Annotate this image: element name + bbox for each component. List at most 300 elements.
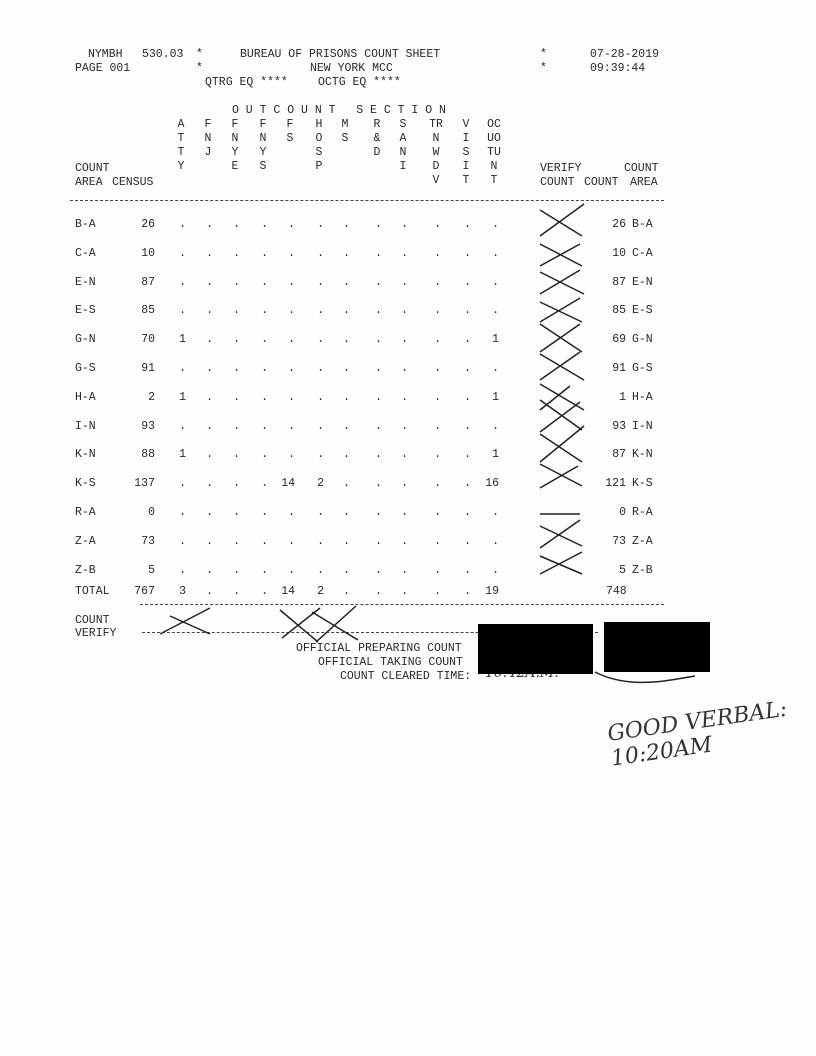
verify-x-mark	[540, 244, 582, 266]
row-outcount-cell: .	[375, 246, 382, 260]
column-header-letter: TR	[429, 118, 443, 131]
row-outcount-cell: .	[233, 333, 240, 347]
column-header-letter: N	[399, 146, 407, 159]
row-outcount-cell: 14	[281, 477, 295, 491]
row-outcount-cell: .	[206, 246, 213, 260]
row-outcount-cell: .	[233, 506, 240, 519]
row-census: 70	[141, 333, 155, 347]
count-verify-label-1: COUNT	[75, 614, 110, 627]
row-outcount-cell: .	[179, 304, 186, 318]
row-outcount-cell: .	[464, 419, 471, 433]
count-count-header: COUNT	[584, 176, 619, 189]
row-outcount-cell: .	[492, 534, 499, 548]
row-outcount-cell: .	[288, 448, 295, 462]
total-outcount-cell: .	[464, 585, 471, 598]
row-outcount-cell: .	[343, 419, 350, 433]
row-outcount-cell: .	[434, 506, 441, 519]
column-header-letter: E	[231, 160, 239, 173]
row-outcount-cell: .	[375, 419, 382, 433]
row-outcount-cell: .	[343, 218, 350, 231]
row-outcount-cell: .	[233, 419, 240, 433]
column-header-letter: I	[462, 160, 470, 173]
column-header-letter: P	[315, 160, 323, 173]
row-area-right: K-S	[632, 477, 653, 491]
row-census: 93	[141, 419, 155, 433]
row-outcount-cell: .	[401, 333, 408, 347]
row-area-right: C-A	[632, 246, 653, 260]
total-census: 767	[134, 585, 155, 598]
row-outcount-cell: .	[233, 534, 240, 548]
official-taking-label: OFFICIAL TAKING COUNT	[318, 656, 463, 669]
column-header-letter: UO	[487, 132, 501, 145]
row-outcount-cell: .	[206, 563, 213, 577]
total-outcount-cell: .	[343, 585, 350, 598]
column-header-letter: J	[204, 146, 212, 159]
row-outcount-cell: .	[464, 218, 471, 231]
row-outcount-cell: .	[434, 275, 441, 289]
row-outcount-cell: .	[179, 477, 186, 491]
row-outcount-cell: .	[401, 419, 408, 433]
row-outcount-cell: .	[464, 448, 471, 462]
octg-label: OCTG EQ ****	[318, 76, 401, 89]
row-outcount-cell: .	[233, 362, 240, 375]
row-outcount-cell: .	[464, 390, 471, 404]
column-header-letter: T	[177, 132, 185, 145]
row-outcount-cell: .	[261, 362, 268, 375]
row-outcount-cell: .	[492, 246, 499, 260]
count-verify-label-2: VERIFY	[75, 627, 117, 640]
row-outcount-cell: .	[261, 448, 268, 462]
row-outcount-cell: .	[261, 477, 268, 491]
row-census: 2	[148, 390, 155, 404]
total-outcount-cell: .	[233, 585, 240, 598]
total-outcount-cell: .	[434, 585, 441, 598]
row-outcount-cell: .	[401, 448, 408, 462]
column-header-letter: F	[259, 118, 267, 131]
total-outcount-cell: 19	[485, 585, 499, 598]
column-header-letter: TU	[487, 146, 501, 159]
row-outcount-cell: .	[179, 218, 186, 231]
row-outcount-cell: .	[317, 246, 324, 260]
row-outcount-cell: .	[464, 506, 471, 519]
row-area-right: G-N	[632, 333, 653, 347]
row-outcount-cell: .	[288, 506, 295, 519]
row-area-right: E-N	[632, 275, 653, 289]
row-outcount-cell: .	[375, 390, 382, 404]
row-outcount-cell: .	[492, 419, 499, 433]
row-outcount-cell: 1	[179, 333, 186, 347]
verify-x-mark	[540, 298, 582, 322]
total-outcount-cell: .	[401, 585, 408, 598]
row-outcount-cell: .	[179, 275, 186, 289]
row-outcount-cell: .	[343, 390, 350, 404]
row-area: Z-A	[75, 534, 96, 548]
column-header-letter: T	[462, 174, 470, 187]
verify-header-top: VERIFY	[540, 162, 582, 175]
row-census: 88	[141, 448, 155, 462]
census-header: CENSUS	[112, 176, 154, 189]
row-count: 91	[612, 362, 626, 375]
row-outcount-cell: .	[434, 362, 441, 375]
row-area: R-A	[75, 506, 96, 519]
row-count: 5	[619, 563, 626, 577]
row-area-right: H-A	[632, 390, 653, 404]
row-outcount-cell: .	[492, 506, 499, 519]
column-header-letter: &	[373, 132, 381, 145]
row-area-right: Z-B	[632, 563, 653, 577]
row-area: B-A	[75, 218, 96, 231]
row-outcount-cell: .	[288, 563, 295, 577]
column-header-letter: R	[373, 118, 381, 131]
total-label: TOTAL	[75, 585, 110, 598]
row-outcount-cell: .	[233, 246, 240, 260]
row-outcount-cell: .	[434, 534, 441, 548]
row-outcount-cell: .	[233, 448, 240, 462]
row-outcount-cell: .	[434, 419, 441, 433]
row-outcount-cell: .	[206, 448, 213, 462]
row-outcount-cell: .	[343, 275, 350, 289]
qtrg-label: QTRG EQ ****	[205, 76, 288, 89]
verify-x-mark	[540, 552, 582, 574]
row-outcount-cell: 1	[179, 390, 186, 404]
row-outcount-cell: .	[288, 390, 295, 404]
verify-x-mark	[540, 384, 584, 410]
column-header-letter: N	[432, 132, 440, 145]
handwritten-note: GOOD VERBAL: 10:20AM	[606, 696, 789, 772]
row-outcount-cell: .	[288, 362, 295, 375]
row-outcount-cell: .	[401, 218, 408, 231]
row-outcount-cell: .	[434, 390, 441, 404]
column-header-letter: I	[399, 160, 407, 173]
header-star-right-2: *	[540, 62, 547, 75]
row-outcount-cell: 2	[317, 477, 324, 491]
row-outcount-cell: .	[343, 362, 350, 375]
row-outcount-cell: .	[317, 333, 324, 347]
verify-x-mark	[540, 426, 584, 462]
row-area-right: B-A	[632, 218, 653, 231]
row-outcount-cell: .	[343, 563, 350, 577]
header-star: *	[196, 48, 203, 61]
column-header-letter: N	[490, 160, 498, 173]
row-outcount-cell: .	[206, 218, 213, 231]
row-census: 137	[134, 477, 155, 491]
verify-x-mark	[540, 204, 584, 236]
row-outcount-cell: .	[206, 477, 213, 491]
row-outcount-cell: .	[401, 275, 408, 289]
verify-count-header: COUNT	[540, 176, 575, 189]
row-outcount-cell: .	[233, 477, 240, 491]
row-census: 87	[141, 275, 155, 289]
row-outcount-cell: .	[343, 246, 350, 260]
row-area-right: E-S	[632, 304, 653, 318]
column-header-letter: N	[231, 132, 239, 145]
row-outcount-cell: .	[317, 218, 324, 231]
row-outcount-cell: .	[401, 390, 408, 404]
row-outcount-cell: .	[179, 246, 186, 260]
row-area: I-N	[75, 419, 96, 433]
row-outcount-cell: .	[206, 333, 213, 347]
document-number: 530.03	[142, 48, 184, 61]
row-outcount-cell: .	[179, 362, 186, 375]
row-area-right: K-N	[632, 448, 653, 462]
row-outcount-cell: .	[233, 304, 240, 318]
row-outcount-cell: 1	[492, 333, 499, 347]
row-area: E-N	[75, 275, 96, 289]
column-header-letter: V	[462, 118, 470, 131]
total-outcount-cell: 3	[179, 585, 186, 598]
row-outcount-cell: 1	[179, 448, 186, 462]
row-area-right: R-A	[632, 506, 653, 519]
verify-x-mark	[540, 324, 582, 352]
row-outcount-cell: .	[375, 333, 382, 347]
sheet-date: 07-28-2019	[590, 48, 660, 61]
row-outcount-cell: .	[434, 333, 441, 347]
row-census: 0	[148, 506, 155, 519]
total-outcount-cell: .	[206, 585, 213, 598]
column-header-letter: D	[432, 160, 440, 173]
row-outcount-cell: .	[179, 419, 186, 433]
row-outcount-cell: 1	[492, 448, 499, 462]
row-outcount-cell: .	[343, 477, 350, 491]
row-outcount-cell: .	[401, 304, 408, 318]
column-header-letter: S	[315, 146, 323, 159]
count-header-right-top: COUNT	[624, 162, 659, 175]
row-area: G-S	[75, 362, 96, 375]
cleared-time-underline	[595, 672, 695, 682]
row-outcount-cell: .	[492, 304, 499, 318]
column-header-letter: F	[204, 118, 212, 131]
row-area-right: G-S	[632, 362, 653, 375]
row-outcount-cell: .	[401, 563, 408, 577]
row-outcount-cell: .	[464, 304, 471, 318]
column-header-letter: F	[231, 118, 239, 131]
row-count: 93	[612, 419, 626, 433]
row-outcount-cell: .	[317, 534, 324, 548]
column-header-letter: F	[286, 118, 294, 131]
row-area-right: I-N	[632, 419, 653, 433]
row-count: 0	[619, 506, 626, 519]
row-outcount-cell: .	[343, 448, 350, 462]
column-header-letter: I	[462, 132, 470, 145]
column-header-letter: OC	[487, 118, 501, 131]
row-outcount-cell: .	[375, 275, 382, 289]
area-header: AREA	[75, 176, 103, 189]
row-outcount-cell: .	[317, 362, 324, 375]
column-header-letter: Y	[259, 146, 267, 159]
count-cleared-label: COUNT CLEARED TIME:	[340, 670, 472, 683]
row-outcount-cell: .	[261, 218, 268, 231]
total-outcount-cell: 14	[281, 585, 295, 598]
row-count: 73	[612, 534, 626, 548]
row-outcount-cell: .	[464, 362, 471, 375]
row-outcount-cell: .	[261, 304, 268, 318]
row-count: 121	[605, 477, 626, 491]
row-outcount-cell: .	[179, 506, 186, 519]
row-outcount-cell: .	[401, 246, 408, 260]
row-outcount-cell: .	[261, 246, 268, 260]
column-header-letter: W	[432, 146, 440, 159]
row-outcount-cell: .	[233, 563, 240, 577]
row-outcount-cell: .	[464, 563, 471, 577]
sheet-title: BUREAU OF PRISONS COUNT SHEET	[240, 48, 441, 61]
verify-x-mark	[540, 270, 584, 294]
row-outcount-cell: .	[317, 419, 324, 433]
row-outcount-cell: .	[317, 448, 324, 462]
row-area: G-N	[75, 333, 96, 347]
row-outcount-cell: .	[206, 275, 213, 289]
row-outcount-cell: .	[288, 275, 295, 289]
row-outcount-cell: .	[434, 448, 441, 462]
column-header-letter: T	[490, 174, 498, 187]
total-count: 748	[606, 585, 627, 598]
row-outcount-cell: .	[261, 275, 268, 289]
verify-x-mark	[540, 464, 582, 488]
total-outcount-cell: 2	[317, 585, 324, 598]
row-outcount-cell: .	[375, 506, 382, 519]
row-census: 91	[141, 362, 155, 375]
row-outcount-cell: .	[492, 218, 499, 231]
row-outcount-cell: .	[464, 477, 471, 491]
row-area: C-A	[75, 246, 96, 260]
row-outcount-cell: .	[317, 563, 324, 577]
column-header-letter: S	[462, 146, 470, 159]
verify-x-mark	[540, 400, 582, 432]
row-outcount-cell: .	[343, 304, 350, 318]
row-outcount-cell: .	[288, 246, 295, 260]
row-count: 69	[612, 333, 626, 347]
row-outcount-cell: .	[288, 333, 295, 347]
column-header-letter: N	[204, 132, 212, 145]
row-census: 5	[148, 563, 155, 577]
column-header-letter: N	[259, 132, 267, 145]
page-label: PAGE 001	[75, 62, 131, 75]
row-outcount-cell: .	[434, 477, 441, 491]
row-outcount-cell: .	[261, 506, 268, 519]
column-header-letter: S	[259, 160, 267, 173]
row-count: 87	[612, 275, 626, 289]
row-outcount-cell: .	[375, 362, 382, 375]
facility-code: NYMBH	[88, 48, 123, 61]
row-outcount-cell: .	[179, 534, 186, 548]
row-outcount-cell: .	[288, 534, 295, 548]
row-outcount-cell: .	[434, 304, 441, 318]
row-area-right: Z-A	[632, 534, 653, 548]
column-header-letter: H	[315, 118, 323, 131]
row-outcount-cell: .	[233, 275, 240, 289]
row-outcount-cell: .	[206, 362, 213, 375]
row-count: 87	[612, 448, 626, 462]
row-outcount-cell: .	[288, 304, 295, 318]
row-outcount-cell: .	[261, 563, 268, 577]
row-outcount-cell: .	[375, 563, 382, 577]
row-count: 85	[612, 304, 626, 318]
row-outcount-cell: .	[288, 218, 295, 231]
row-outcount-cell: .	[261, 534, 268, 548]
row-outcount-cell: .	[206, 419, 213, 433]
row-outcount-cell: .	[401, 362, 408, 375]
column-header-letter: T	[177, 146, 185, 159]
row-outcount-cell: .	[288, 419, 295, 433]
column-header-letter: S	[341, 132, 349, 145]
column-header-letter: S	[399, 118, 407, 131]
row-outcount-cell: .	[206, 304, 213, 318]
row-outcount-cell: .	[233, 218, 240, 231]
column-header-letter: M	[341, 118, 349, 131]
row-area: K-N	[75, 448, 96, 462]
row-census: 73	[141, 534, 155, 548]
row-outcount-cell: .	[375, 304, 382, 318]
verify-x-mark	[540, 352, 584, 380]
column-header-letter: A	[399, 132, 407, 145]
row-outcount-cell: .	[375, 534, 382, 548]
row-outcount-cell: .	[375, 448, 382, 462]
row-census: 85	[141, 304, 155, 318]
header-star-right: *	[540, 48, 547, 61]
row-outcount-cell: .	[464, 275, 471, 289]
row-outcount-cell: .	[317, 506, 324, 519]
row-census: 10	[141, 246, 155, 260]
row-outcount-cell: .	[343, 506, 350, 519]
row-outcount-cell: .	[261, 419, 268, 433]
row-outcount-cell: .	[434, 563, 441, 577]
row-count: 26	[612, 218, 626, 231]
row-outcount-cell: .	[206, 390, 213, 404]
row-outcount-cell: .	[179, 563, 186, 577]
row-outcount-cell: .	[401, 506, 408, 519]
total-outcount-cell: .	[261, 585, 268, 598]
row-outcount-cell: .	[434, 218, 441, 231]
row-outcount-cell: .	[401, 477, 408, 491]
row-outcount-cell: .	[464, 333, 471, 347]
column-header-letter: V	[432, 174, 440, 187]
column-header-letter: Y	[231, 146, 239, 159]
row-outcount-cell: .	[375, 218, 382, 231]
row-outcount-cell: .	[464, 534, 471, 548]
row-outcount-cell: .	[401, 534, 408, 548]
row-outcount-cell: 16	[485, 477, 499, 491]
area-right-header: AREA	[630, 176, 658, 189]
row-outcount-cell: .	[492, 275, 499, 289]
column-header-letter: A	[177, 118, 185, 131]
header-star-2: *	[196, 62, 203, 75]
row-area: E-S	[75, 304, 96, 318]
row-count: 10	[612, 246, 626, 260]
sheet-time: 09:39:44	[590, 62, 646, 75]
row-outcount-cell: .	[317, 390, 324, 404]
verify-x-mark	[540, 520, 582, 548]
count-verify-x-mark	[160, 608, 210, 634]
row-outcount-cell: .	[206, 506, 213, 519]
row-outcount-cell: .	[375, 477, 382, 491]
row-outcount-cell: .	[317, 304, 324, 318]
row-outcount-cell: .	[233, 390, 240, 404]
row-outcount-cell: .	[434, 246, 441, 260]
row-outcount-cell: .	[492, 563, 499, 577]
row-area: K-S	[75, 477, 96, 491]
column-header-letter: D	[373, 146, 381, 159]
row-outcount-cell: .	[343, 333, 350, 347]
row-census: 26	[141, 218, 155, 231]
count-verify-x-mark	[312, 606, 358, 642]
institution-name: NEW YORK MCC	[310, 62, 393, 75]
column-header-letter: O	[315, 132, 323, 145]
row-outcount-cell: .	[464, 246, 471, 260]
count-header-top: COUNT	[75, 162, 110, 175]
row-count: 1	[619, 390, 626, 404]
row-outcount-cell: 1	[492, 390, 499, 404]
row-outcount-cell: .	[317, 275, 324, 289]
official-preparing-label: OFFICIAL PREPARING COUNT	[296, 642, 462, 655]
